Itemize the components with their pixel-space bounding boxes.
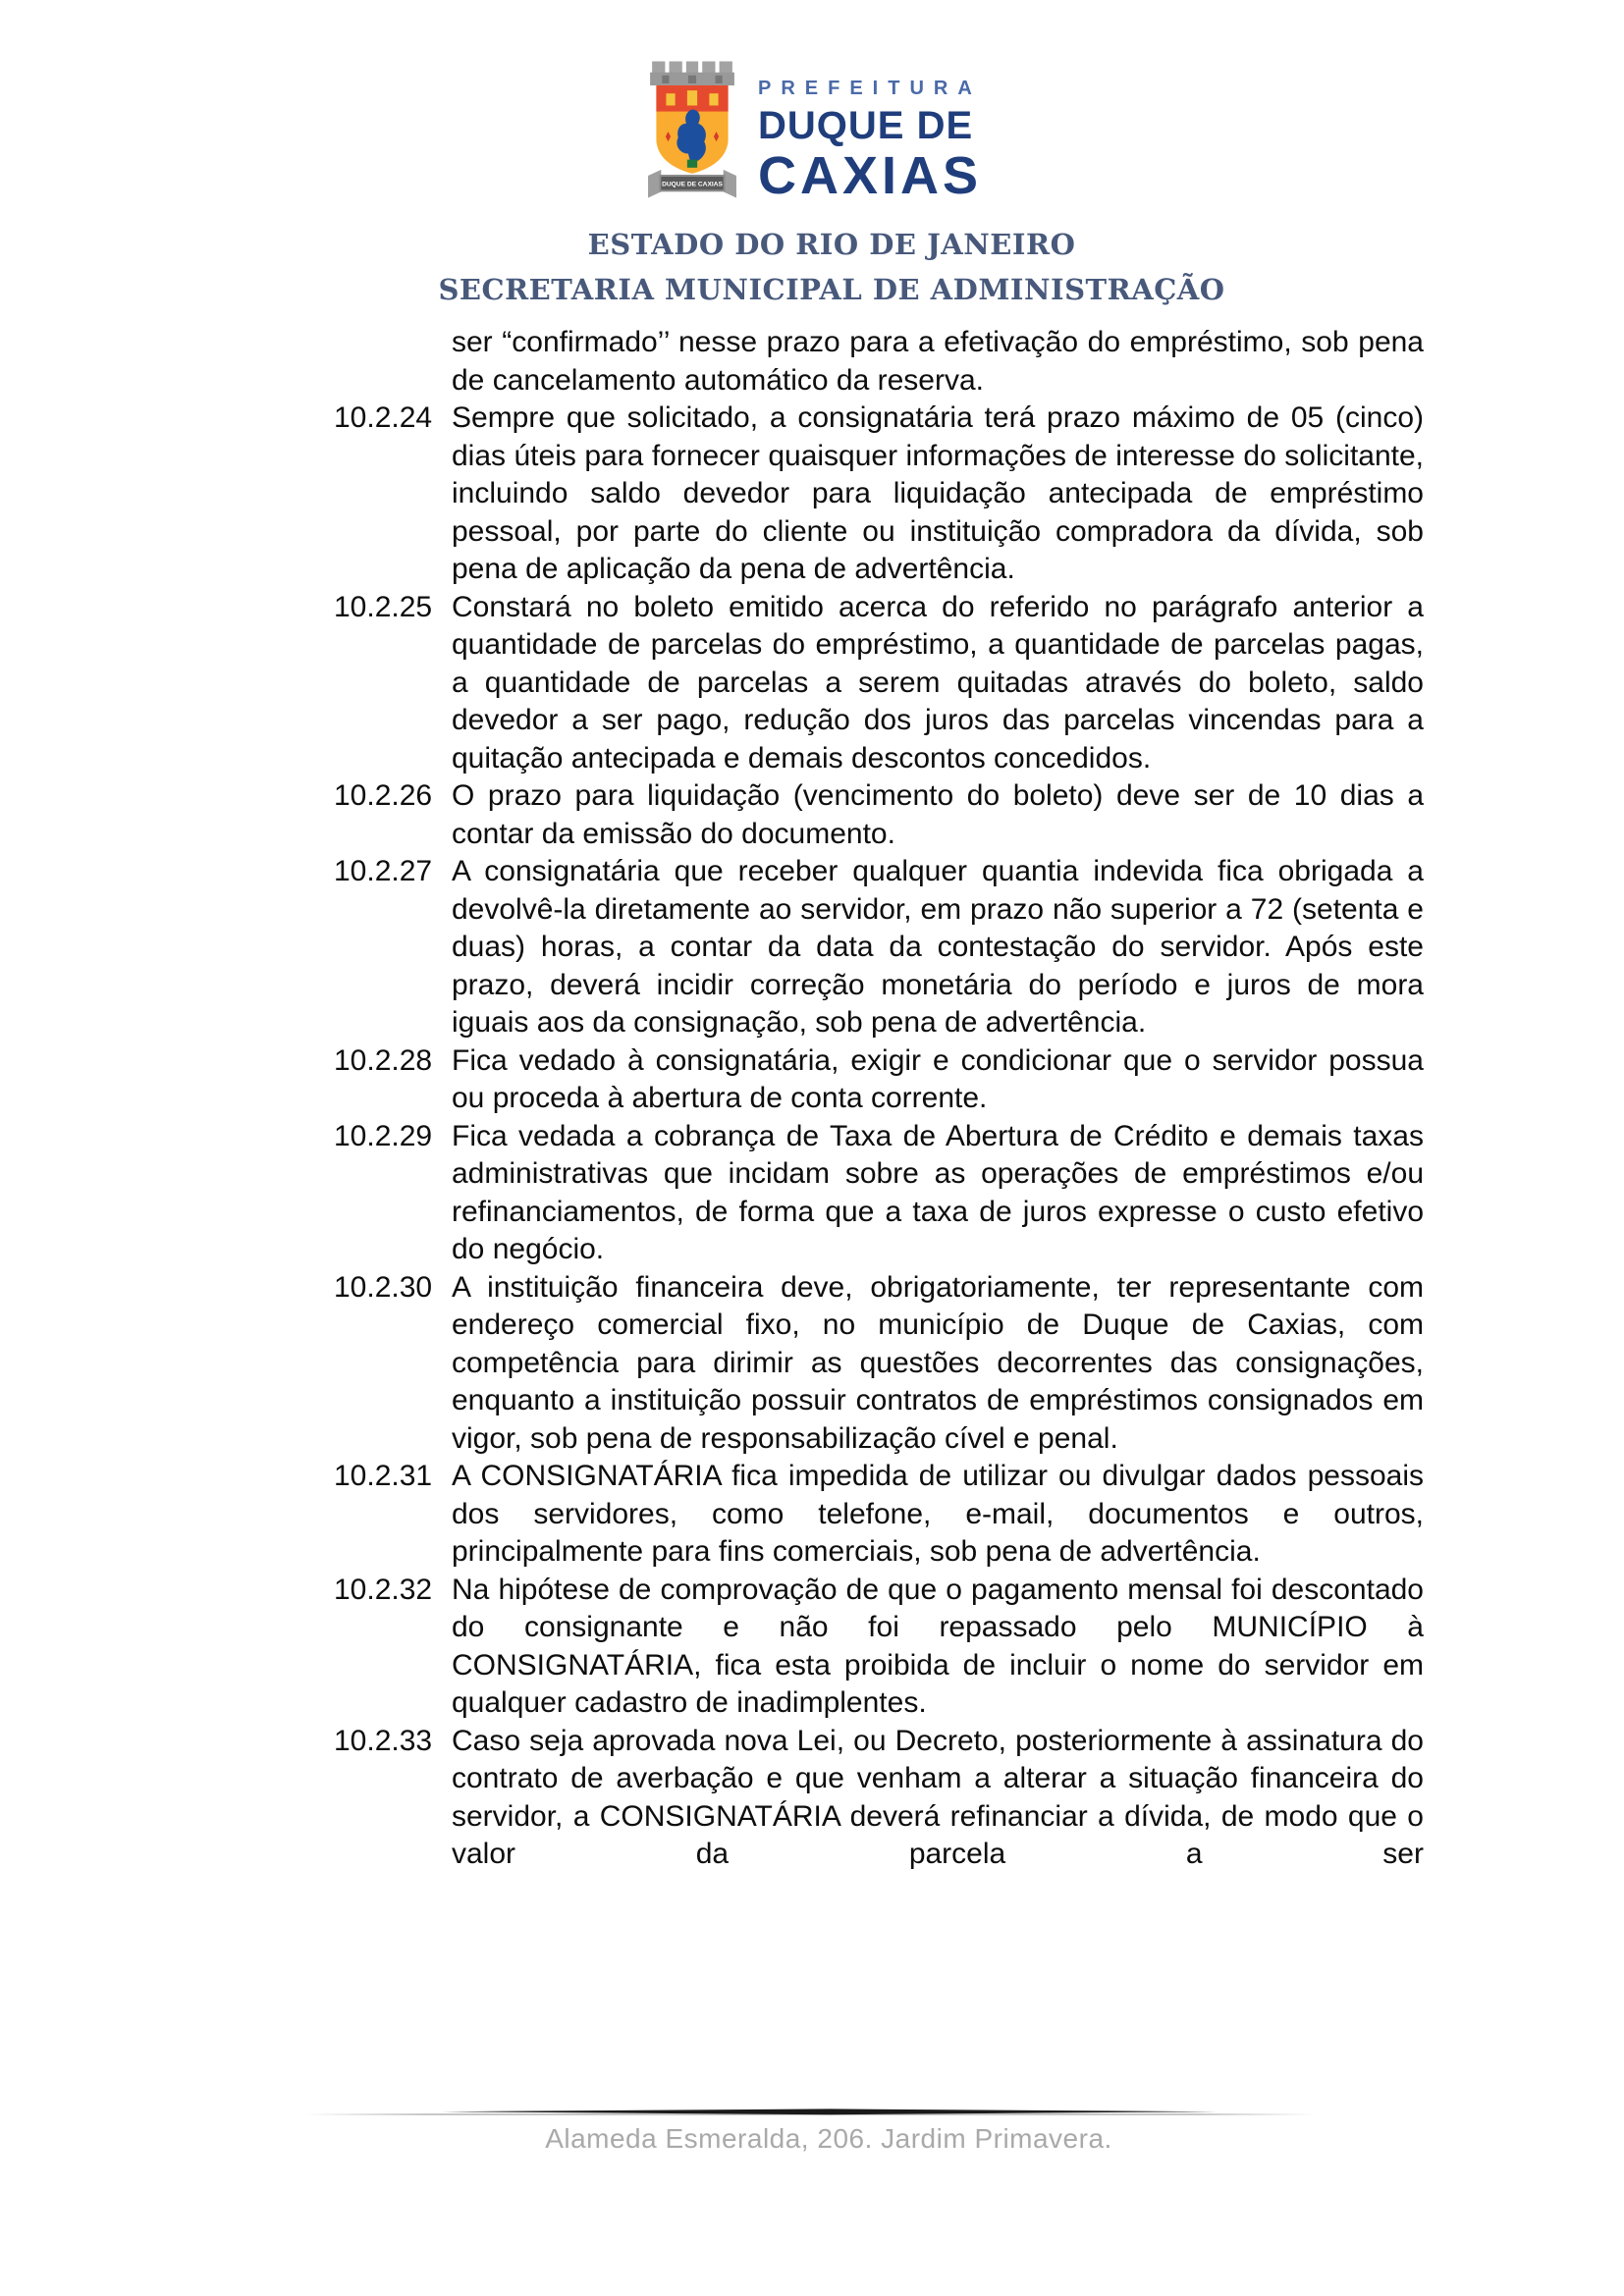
state-title: ESTADO DO RIO DE JANEIRO <box>587 228 1076 261</box>
footer-address: Alameda Esmeralda, 206. Jardim Primavera. <box>545 2123 1112 2154</box>
clause-text: A consignatária que receber qualquer quantia indevida fica obrigada a devolvê-la diretamente ao servidor, em prazo não superior a 72 (setenta e duas) horas, a contar da data da contestação do servidor. Após este prazo, deverá incidir correção monetária do período e juros de mora iguais aos da consignação, sob pena de advertência. <box>452 855 1424 1039</box>
clause-10-2-28 <box>334 1042 1424 1118</box>
clause-text: A CONSIGNATÁRIA fica impedida de utilizar ou divulgar dados pessoais dos servidores, como telefone, e-mail, documentos e outros, principalmente para fins comerciais, sob pena de advertência. <box>452 1460 1424 1568</box>
footer-divider-line <box>442 2109 1218 2115</box>
clause-number: 10.2.25 <box>334 590 433 623</box>
clause-text: Sempre que solicitado, a consignatária terá prazo máximo de 05 (cinco) dias úteis para fornecer quaisquer informações de interesse do solicitante, incluindo saldo devedor para liquidação antecipada de empréstimo pessoal, por parte do cliente ou instituição compradora da dívida, sob pena de aplicação da pena de advertência. <box>452 401 1424 585</box>
department-title: SECRETARIA MUNICIPAL DE ADMINISTRAÇÃO <box>438 273 1225 306</box>
letterhead-titles <box>0 222 1624 312</box>
clause-text: Caso seja aprovada nova Lei, ou Decreto, posteriormente à assinatura do contrato de averbação e que venham a alterar a situação financeira do servidor, a CONSIGNATÁRIA deverá refinanciar a dívida, de modo que o valor da parcela a ser <box>452 1724 1424 1870</box>
clause-number: 10.2.26 <box>334 779 433 812</box>
clause-number: 10.2.33 <box>334 1724 433 1757</box>
clause-number: 10.2.29 <box>334 1119 433 1152</box>
clause-text: O prazo para liquidação (vencimento do boleto) deve ser de 10 dias a contar da emissão do documento. <box>452 779 1424 850</box>
clause-10-2-25 <box>334 589 1424 778</box>
clause-10-2-30 <box>334 1269 1424 1459</box>
clause-10-2-29 <box>334 1118 1424 1269</box>
clause-text: Fica vedado à consignatária, exigir e condicionar que o servidor possua ou proceda à abertura de conta corrente. <box>452 1043 1424 1114</box>
clause-text: Constará no boleto emitido acerca do referido no parágrafo anterior a quantidade de parcelas do empréstimo, a quantidade de parcelas pagas, a quantidade de parcelas a serem quitadas através do boleto, saldo devedor a ser pago, redução dos juros das parcelas vincendas para a quitação antecipada e demais descontos concedidos. <box>452 590 1424 774</box>
clause-number: 10.2.31 <box>334 1460 433 1492</box>
brand-wordmark <box>758 78 983 205</box>
clause-10-2-27 <box>334 853 1424 1042</box>
document-body <box>334 324 1424 1874</box>
crest-crown <box>650 62 734 86</box>
city-crest-logo <box>646 59 738 202</box>
clause-number: 10.2.27 <box>334 855 433 887</box>
brand-caxias: CAXIAS <box>758 146 983 205</box>
clause-10-2-24 <box>334 400 1424 589</box>
crest-ribbon <box>648 170 736 198</box>
brand-prefeitura: PREFEITURA <box>758 78 982 99</box>
clause-number: 10.2.28 <box>334 1043 433 1077</box>
brand-duque-de: DUQUE DE <box>758 104 974 147</box>
clause-number: 10.2.32 <box>334 1573 433 1606</box>
clause-10-2-33 <box>334 1723 1424 1874</box>
clause-text: A instituição financeira deve, obrigatoriamente, ter representante com endereço comercial fixo, no município de Duque de Caxias, com competência para dirimir as questões decorrentes das consignações, enquanto a instituição possuir contratos de empréstimos consignados em vigor, sob pena de responsabilização cível e penal. <box>452 1270 1424 1455</box>
clause-number: 10.2.24 <box>334 401 433 434</box>
clause-10-2-31 <box>334 1458 1424 1572</box>
clause-text: Fica vedada a cobrança de Taxa de Abertura de Crédito e demais taxas administrativas que incidam sobre as operações de empréstimos e/ou refinanciamentos, de forma que a taxa de juros expresse o custo efetivo do negócio. <box>452 1119 1424 1265</box>
clause-text: Na hipótese de comprovação de que o pagamento mensal foi descontado do consignante e não foi repassado pelo MUNICÍPIO à CONSIGNATÁRIA, fica esta proibida de incluir o nome do servidor em qualquer cadastro de inadimplentes. <box>452 1573 1424 1719</box>
clause-number: 10.2.30 <box>334 1270 433 1304</box>
clause-10-2-32 <box>334 1572 1424 1723</box>
clause-10-2-26 <box>334 777 1424 853</box>
crest-shield <box>656 85 729 174</box>
intro-paragraph: ser “confirmado’’ nesse prazo para a efetivação do empréstimo, sob pena de cancelamento automático da reserva. <box>452 326 1424 397</box>
crest-banner-text: DUQUE DE CAXIAS <box>662 181 723 188</box>
